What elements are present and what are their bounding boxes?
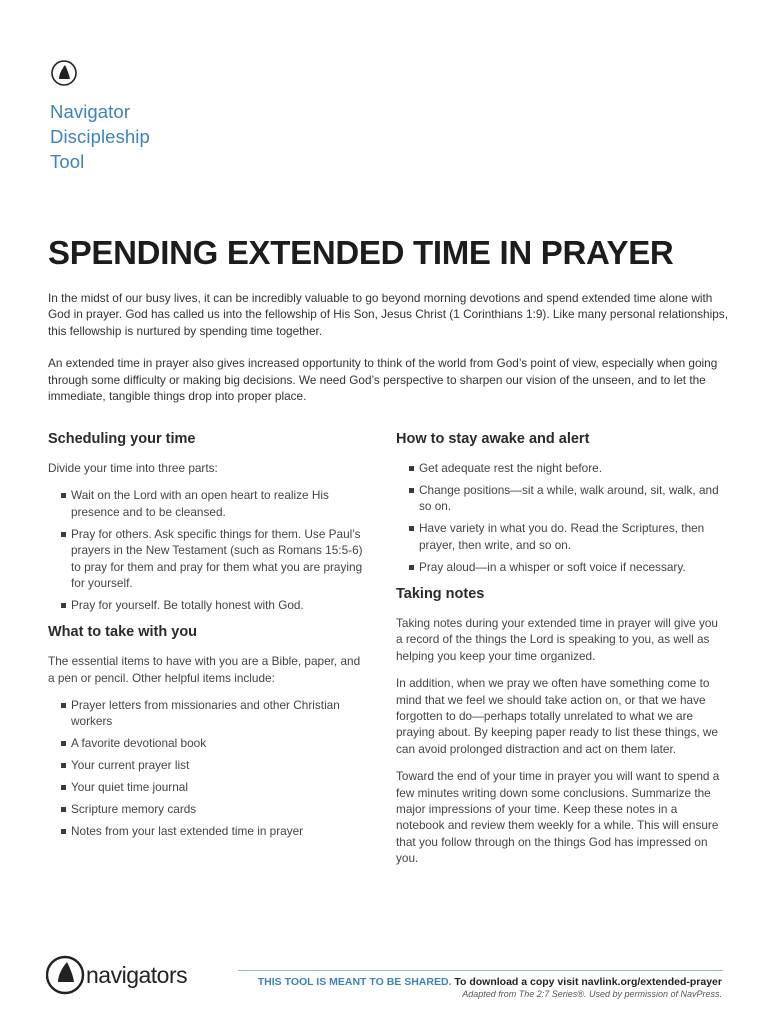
list-item: Wait on the Lord with an open heart to realize His presence and to be cleansed.	[48, 487, 368, 520]
notes-paragraph: In addition, when we pray we often have something come to mind that we feel we should take action on, or that we have forgotten to do—perhaps totally unrelated to what we are praying about. By keeping paper ready to list these things, we can avoid prolonged distraction and act on them later.	[396, 676, 718, 756]
list-item: Get adequate rest the night before.	[396, 460, 721, 476]
right-column	[396, 430, 721, 878]
download-link-text[interactable]: To download a copy visit navlink.org/extended-prayer	[454, 976, 722, 988]
page-title: SPENDING EXTENDED TIME IN PRAYER	[48, 234, 674, 271]
share-label: THIS TOOL IS MEANT TO BE SHARED.	[257, 976, 452, 988]
intro-paragraph: An extended time in prayer also gives increased opportunity to think of the world from God’s point of view, especially when going through some difficulty or making big decisions. We need God’s perspective to sharpen our vision of the unseen, and to let the immediate, tangible things drop into proper place.	[48, 356, 718, 404]
navigators-sail-icon	[47, 957, 83, 993]
scheduling-heading: Scheduling your time	[48, 431, 196, 447]
list-item: Pray for yourself. Be totally honest with God.	[48, 597, 368, 613]
list-item: Notes from your last extended time in prayer	[48, 823, 368, 839]
notes-paragraph: Toward the end of your time in prayer you will want to spend a few minutes writing down some conclusions. Summarize the major impressions of your time. Keep these notes in a notebook and review them weekly for a while. This will ensure that you follow through on the things God has impressed on you.	[396, 769, 720, 866]
list-item: Have variety in what you do. Read the Scriptures, then prayer, then write, and so on.	[396, 520, 721, 553]
take-with-heading: What to take with you	[48, 624, 198, 641]
list-item: A favorite devotional book	[48, 735, 368, 751]
list-item: Pray for others. Ask specific things for them. Use Paul’s prayers in the New Testament (such as Romans 15:5-6) to pray for them and pray for them what you are praying for yourself.	[48, 526, 368, 592]
footer-share-line	[258, 976, 722, 988]
brand-title: Navigator Discipleship Tool	[50, 101, 150, 172]
scheduling-list	[48, 487, 368, 613]
footer-credit: Adapted from The 2:7 Series®. Used by permission of NavPress.	[462, 989, 722, 999]
list-item: Your current prayer list	[48, 757, 368, 773]
scheduling-lead: Divide your time into three parts:	[48, 461, 218, 475]
take-with-list	[48, 697, 368, 839]
list-item: Your quiet time journal	[48, 779, 368, 795]
navigators-logo	[46, 952, 206, 998]
awake-list	[396, 460, 721, 575]
list-item: Scripture memory cards	[48, 801, 368, 817]
navigators-sail-icon	[50, 59, 80, 89]
list-item: Change positions—sit a while, walk around, sit, walk, and so on.	[396, 482, 721, 515]
list-item: Prayer letters from missionaries and other Christian workers	[48, 697, 368, 730]
intro-paragraph: In the midst of our busy lives, it can be incredibly valuable to go beyond morning devotions and spend extended time alone with God in prayer. God has called us into the fellowship of His Son, Jesus Christ (1 Corinthians 1:9). Like many personal relationships, this fellowship is nurtured by spending time together.	[48, 291, 728, 338]
left-column	[48, 430, 368, 849]
take-with-lead: The essential items to have with you are a Bible, paper, and a pen or pencil. Other helpful items include:	[48, 654, 361, 685]
notes-paragraph: Taking notes during your extended time in prayer will give you a record of the things the Lord is speaking to you, as well as helping you keep your time organized.	[396, 615, 718, 663]
list-item: Pray aloud—in a whisper or soft voice if necessary.	[396, 559, 721, 575]
intro-section	[48, 290, 728, 420]
logo-wordmark: navigators	[86, 962, 188, 988]
awake-heading: How to stay awake and alert	[396, 431, 590, 447]
footer-divider	[238, 970, 723, 971]
notes-heading: Taking notes	[396, 585, 485, 602]
